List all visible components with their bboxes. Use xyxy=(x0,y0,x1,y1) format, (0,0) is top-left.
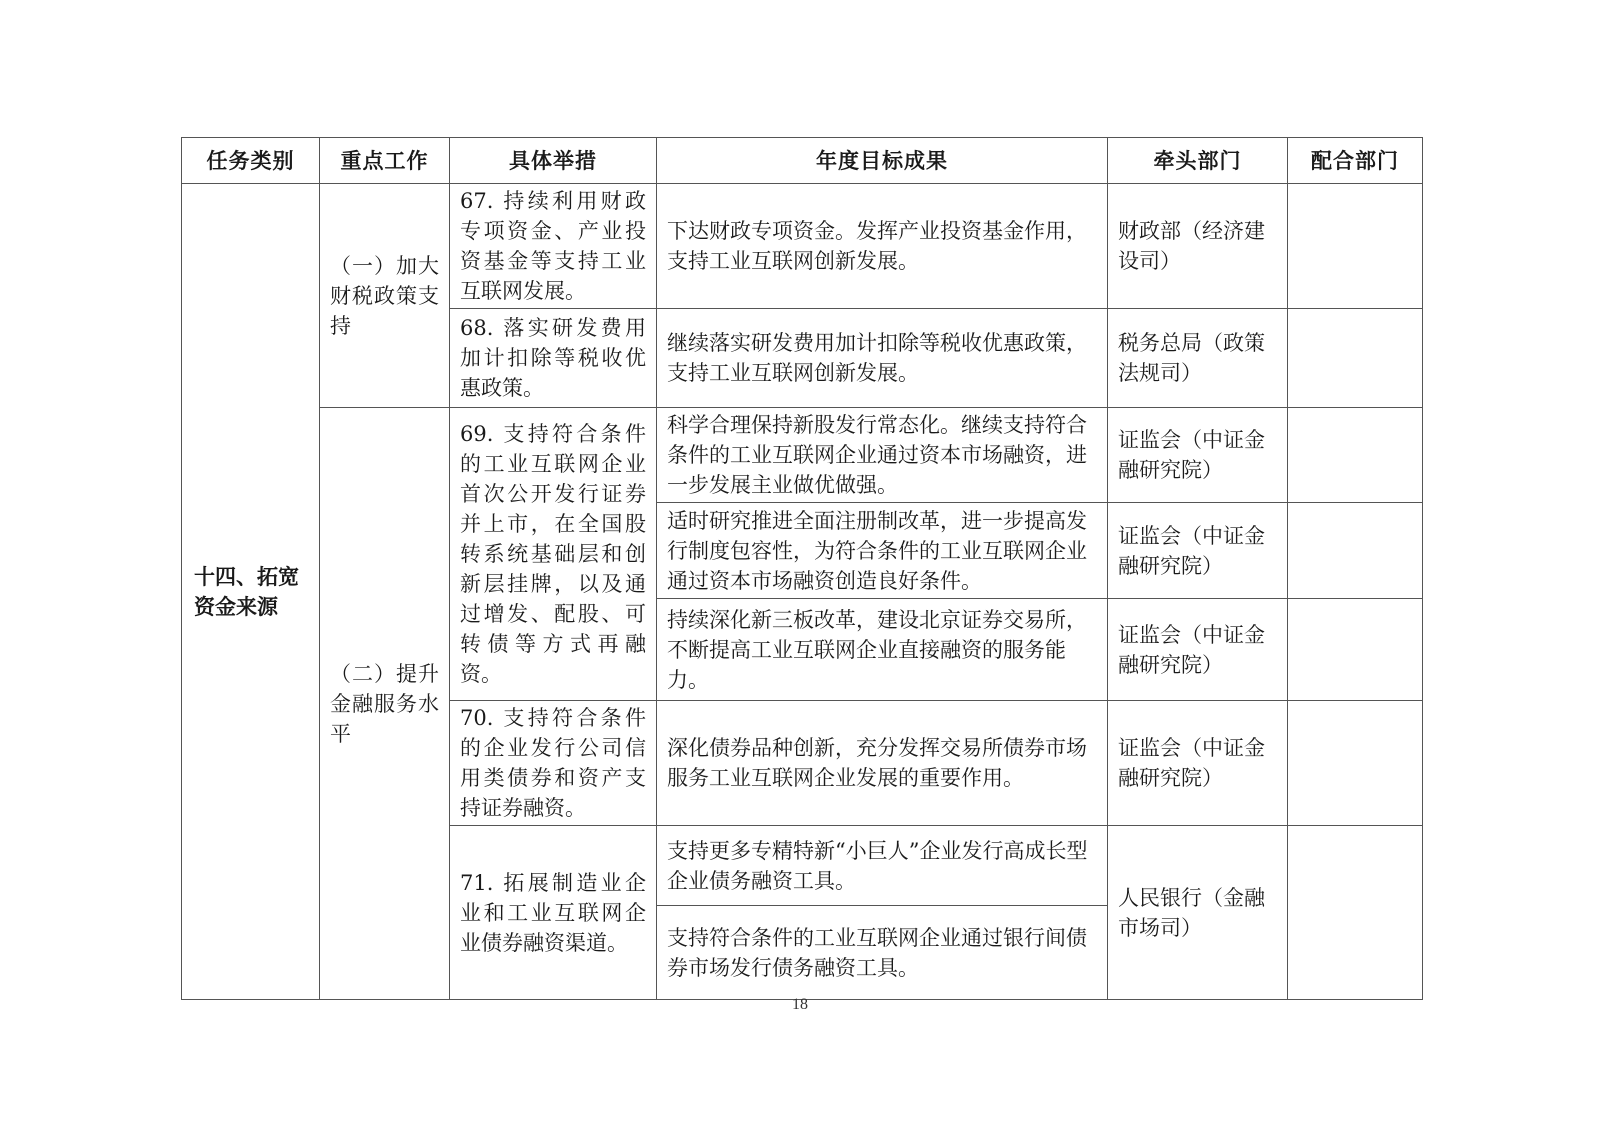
target-cell: 继续落实研发费用加计扣除等税收优惠政策，支持工业互联网创新发展。 xyxy=(657,309,1108,408)
header-lead-dept: 牵头部门 xyxy=(1108,138,1288,184)
target-cell: 下达财政专项资金。发挥产业投资基金作用，支持工业互联网创新发展。 xyxy=(657,184,1108,309)
lead-dept-cell: 人民银行（金融市场司） xyxy=(1108,826,1288,1000)
coop-dept-cell xyxy=(1288,701,1423,826)
measure-cell: 68. 落实研发费用加计扣除等税收优惠政策。 xyxy=(450,309,657,408)
target-cell: 深化债券品种创新，充分发挥交易所债券市场服务工业互联网企业发展的重要作用。 xyxy=(657,701,1108,826)
measure-cell: 69. 支持符合条件的工业互联网企业首次公开发行证券并上市，在全国股转系统基础层和创新层挂牌，以及通过增发、配股、可转债等方式再融资。 xyxy=(450,408,657,701)
header-row xyxy=(182,138,1423,184)
lead-dept-cell: 证监会（中证金融研究院） xyxy=(1108,599,1288,701)
header-measure: 具体举措 xyxy=(450,138,657,184)
header-key-work: 重点工作 xyxy=(320,138,450,184)
table-row xyxy=(182,408,1423,503)
coop-dept-cell xyxy=(1288,408,1423,503)
lead-dept-cell: 证监会（中证金融研究院） xyxy=(1108,701,1288,826)
target-cell: 科学合理保持新股发行常态化。继续支持符合条件的工业互联网企业通过资本市场融资，进一步发展主业做优做强。 xyxy=(657,408,1108,503)
coop-dept-cell xyxy=(1288,503,1423,599)
coop-dept-cell xyxy=(1288,184,1423,309)
key-work-cell: （二）提升金融服务水平 xyxy=(320,408,450,1000)
category-cell: 十四、拓宽资金来源 xyxy=(182,184,320,1000)
measure-cell: 67. 持续利用财政专项资金、产业投资基金等支持工业互联网发展。 xyxy=(450,184,657,309)
lead-dept-cell: 税务总局（政策法规司） xyxy=(1108,309,1288,408)
task-table xyxy=(181,137,1423,1000)
header-coop-dept: 配合部门 xyxy=(1288,138,1423,184)
target-cell: 持续深化新三板改革，建设北京证券交易所，不断提高工业互联网企业直接融资的服务能力。 xyxy=(657,599,1108,701)
coop-dept-cell xyxy=(1288,599,1423,701)
header-category: 任务类别 xyxy=(182,138,320,184)
header-target: 年度目标成果 xyxy=(657,138,1108,184)
lead-dept-cell: 财政部（经济建设司） xyxy=(1108,184,1288,309)
key-work-cell: （一）加大财税政策支持 xyxy=(320,184,450,408)
target-cell: 适时研究推进全面注册制改革，进一步提高发行制度包容性，为符合条件的工业互联网企业通过资本市场融资创造良好条件。 xyxy=(657,503,1108,599)
table-row xyxy=(182,184,1423,309)
lead-dept-cell: 证监会（中证金融研究院） xyxy=(1108,503,1288,599)
lead-dept-cell: 证监会（中证金融研究院） xyxy=(1108,408,1288,503)
coop-dept-cell xyxy=(1288,826,1423,1000)
target-cell: 支持符合条件的工业互联网企业通过银行间债券市场发行债务融资工具。 xyxy=(657,906,1108,1000)
target-cell: 支持更多专精特新“小巨人”企业发行高成长型企业债务融资工具。 xyxy=(657,826,1108,906)
measure-cell: 71. 拓展制造业企业和工业互联网企业债券融资渠道。 xyxy=(450,826,657,1000)
measure-cell: 70. 支持符合条件的企业发行公司信用类债券和资产支持证券融资。 xyxy=(450,701,657,826)
page-number: 18 xyxy=(792,996,808,1013)
coop-dept-cell xyxy=(1288,309,1423,408)
